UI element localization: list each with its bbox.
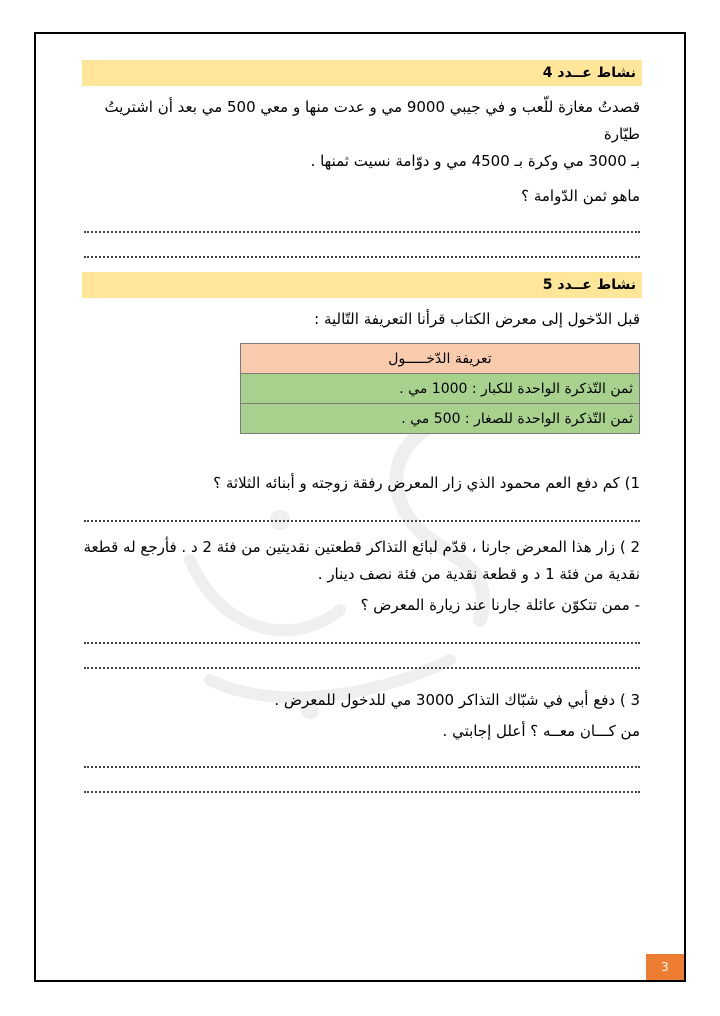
price-table-header: تعريفة الدّخـــــول — [241, 344, 640, 374]
question-2-line-2: نقدية من فئة 1 د و قطعة نقدية من فئة نصف دينار . — [317, 565, 640, 583]
activity-4-question: ماهو ثمن الدّوامة ؟ — [521, 187, 640, 205]
activity-5-title: نشاط عــدد 5 — [82, 272, 642, 298]
price-table-row-adults: ثمن التّذكرة الواحدة للكبار : 1000 مي . — [241, 374, 640, 404]
question-1: 1) كم دفع العم محمود الذي زار المعرض رفقة زوجته و أبنائه الثلاثة ؟ — [213, 474, 640, 492]
activity-4-title: نشاط عــدد 4 — [82, 60, 642, 86]
price-table-row-children: ثمن التّذكرة الواحدة للصغار : 500 مي . — [241, 404, 640, 434]
answer-line[interactable] — [84, 790, 640, 793]
question-3-line-1: 3 ) دفع أبي في شبّاك التذاكر 3000 مي للدخول للمعرض . — [274, 691, 640, 709]
activity-5-intro: قبل الدّخول إلى معرض الكتاب قرأنا التعريفة التّالية : — [314, 310, 640, 328]
question-2-line-1: 2 ) زار هذا المعرض جارنا ، قدّم لبائع التذاكر قطعتين نقديتين من فئة 2 د . فأرجع له قطعة — [83, 538, 640, 556]
activity-4-line-1: قصدتُ مغازة للّعب و في جيبي 9000 مي و عدت منها و معي 500 مي بعد أن اشتريتُ طيّارة — [104, 98, 640, 143]
price-table — [240, 343, 640, 434]
question-2-prompt: - ممن تتكوّن عائلة جارنا عند زيارة المعرض ؟ — [360, 596, 640, 614]
question-3-line-2: من كـــان معــه ؟ أعلل إجابتي . — [442, 722, 640, 740]
activity-4-line-2: بـ 3000 مي وكرة بـ 4500 مي و دوّامة نسيت ثمنها . — [310, 152, 640, 170]
page-number-badge: 3 — [646, 954, 684, 980]
worksheet-content — [82, 60, 642, 793]
